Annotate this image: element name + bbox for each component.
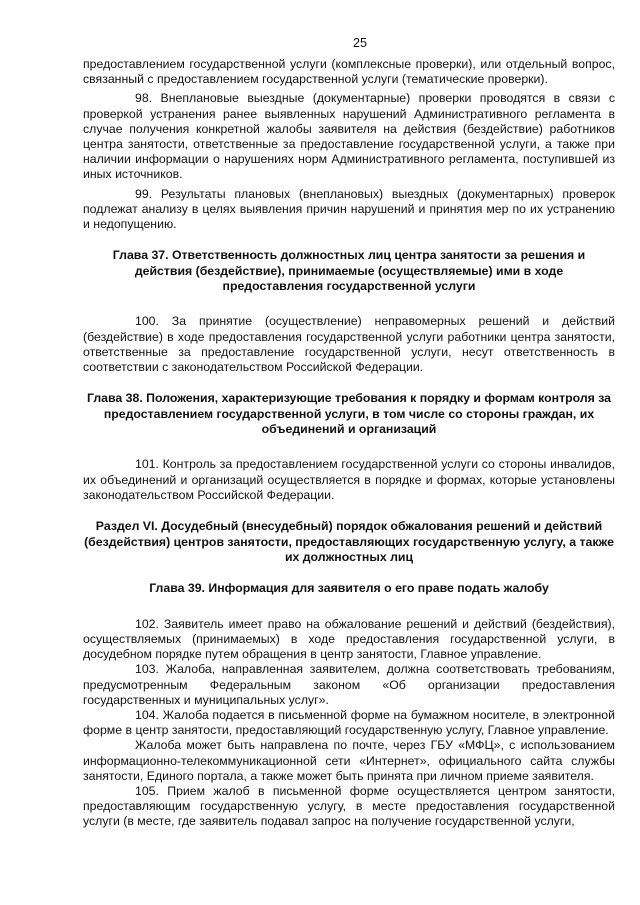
paragraph-100: 100. За принятие (осуществление) неправомерных решений и действий (бездействие) в ходе предоставления государственной услуги работники центра занятости, ответственные за предоставление государственной услуги, несут ответственность в соответствии с законодательством Российской Федерации.	[83, 314, 615, 375]
paragraph-104: 104. Жалоба подается в письменной форме на бумажном носителе, в электронной форме в центр занятости, предоставляющий государственную услугу, Главное управление.	[83, 707, 615, 738]
paragraph-105: 105. Прием жалоб в письменной форме осуществляется центром занятости, предоставляющим государственную услугу, в месте предоставления государственной услуги (в месте, где заявитель подавал запрос на получение государственной услуги,	[83, 783, 615, 829]
paragraph-103: 103. Жалоба, направленная заявителем, должна соответствовать требованиям, предусмотренным Федеральным законом «Об организации предоставления государственных и муниципальных услуг».	[83, 662, 615, 707]
paragraph-104-complaint-channels: Жалоба может быть направлена по почте, через ГБУ «МФЦ», с использованием информационно-телекоммуникационной сети «Интернет», официального сайта службы занятости, Единого портала, а также может быть принята при личном приеме заявителя.	[83, 738, 615, 783]
paragraph-continuation: предоставлением государственной услуги (комплексные проверки), или отдельный вопрос, связанный с предоставлением государственной услуги (тематические проверки).	[83, 57, 615, 87]
paragraph-102: 102. Заявитель имеет право на обжалование решений и действий (бездействия), осуществляемых (принимаемых) в ходе предоставления государственной услуги, в досудебном порядке путем обращения в центр занятости, Главное управление.	[83, 616, 615, 662]
paragraph-98: 98. Внеплановые выездные (документарные) проверки проводятся в связи с проверкой устранения ранее выявленных нарушений Административного регламента в случае получения конкретной жалобы заявителя на действия (бездействие) работников центра занятости, ответственные за предоставление государственной услуги, а также при наличии информации о нарушениях норм Административного регламента, поступившей из иных источников.	[83, 91, 615, 182]
heading-chapter-39: Глава 39. Информация для заявителя о его праве подать жалобу	[149, 581, 549, 596]
heading-section-6: Раздел VI. Досудебный (внесудебный) порядок обжалования решений и действий (бездействия) центров занятости, предоставляющих государственную услугу, а также их должностных лиц	[84, 519, 614, 564]
paragraph-99: 99. Результаты плановых (внеплановых) выездных (документарных) проверок подлежат анализу в целях выявления причин нарушений и принятия мер по их устранению и недопущению.	[83, 186, 615, 232]
paragraph-101: 101. Контроль за предоставлением государственной услуги со стороны инвалидов, их объединений и организаций осуществляется в порядке и формах, которые установлены законодательством Российской Федерации.	[83, 457, 615, 502]
page-number: 25	[353, 36, 367, 50]
heading-chapter-37: Глава 37. Ответственность должностных лиц центра занятости за решения и действия (бездействие), принимаемые (осуществляемые) ими в ходе предоставления государственной услуги	[112, 248, 586, 294]
heading-chapter-38: Глава 38. Положения, характеризующие требования к порядку и формам контроля за предоставлением государственной услуги, в том числе со стороны граждан, их объединений и организаций	[86, 391, 612, 437]
